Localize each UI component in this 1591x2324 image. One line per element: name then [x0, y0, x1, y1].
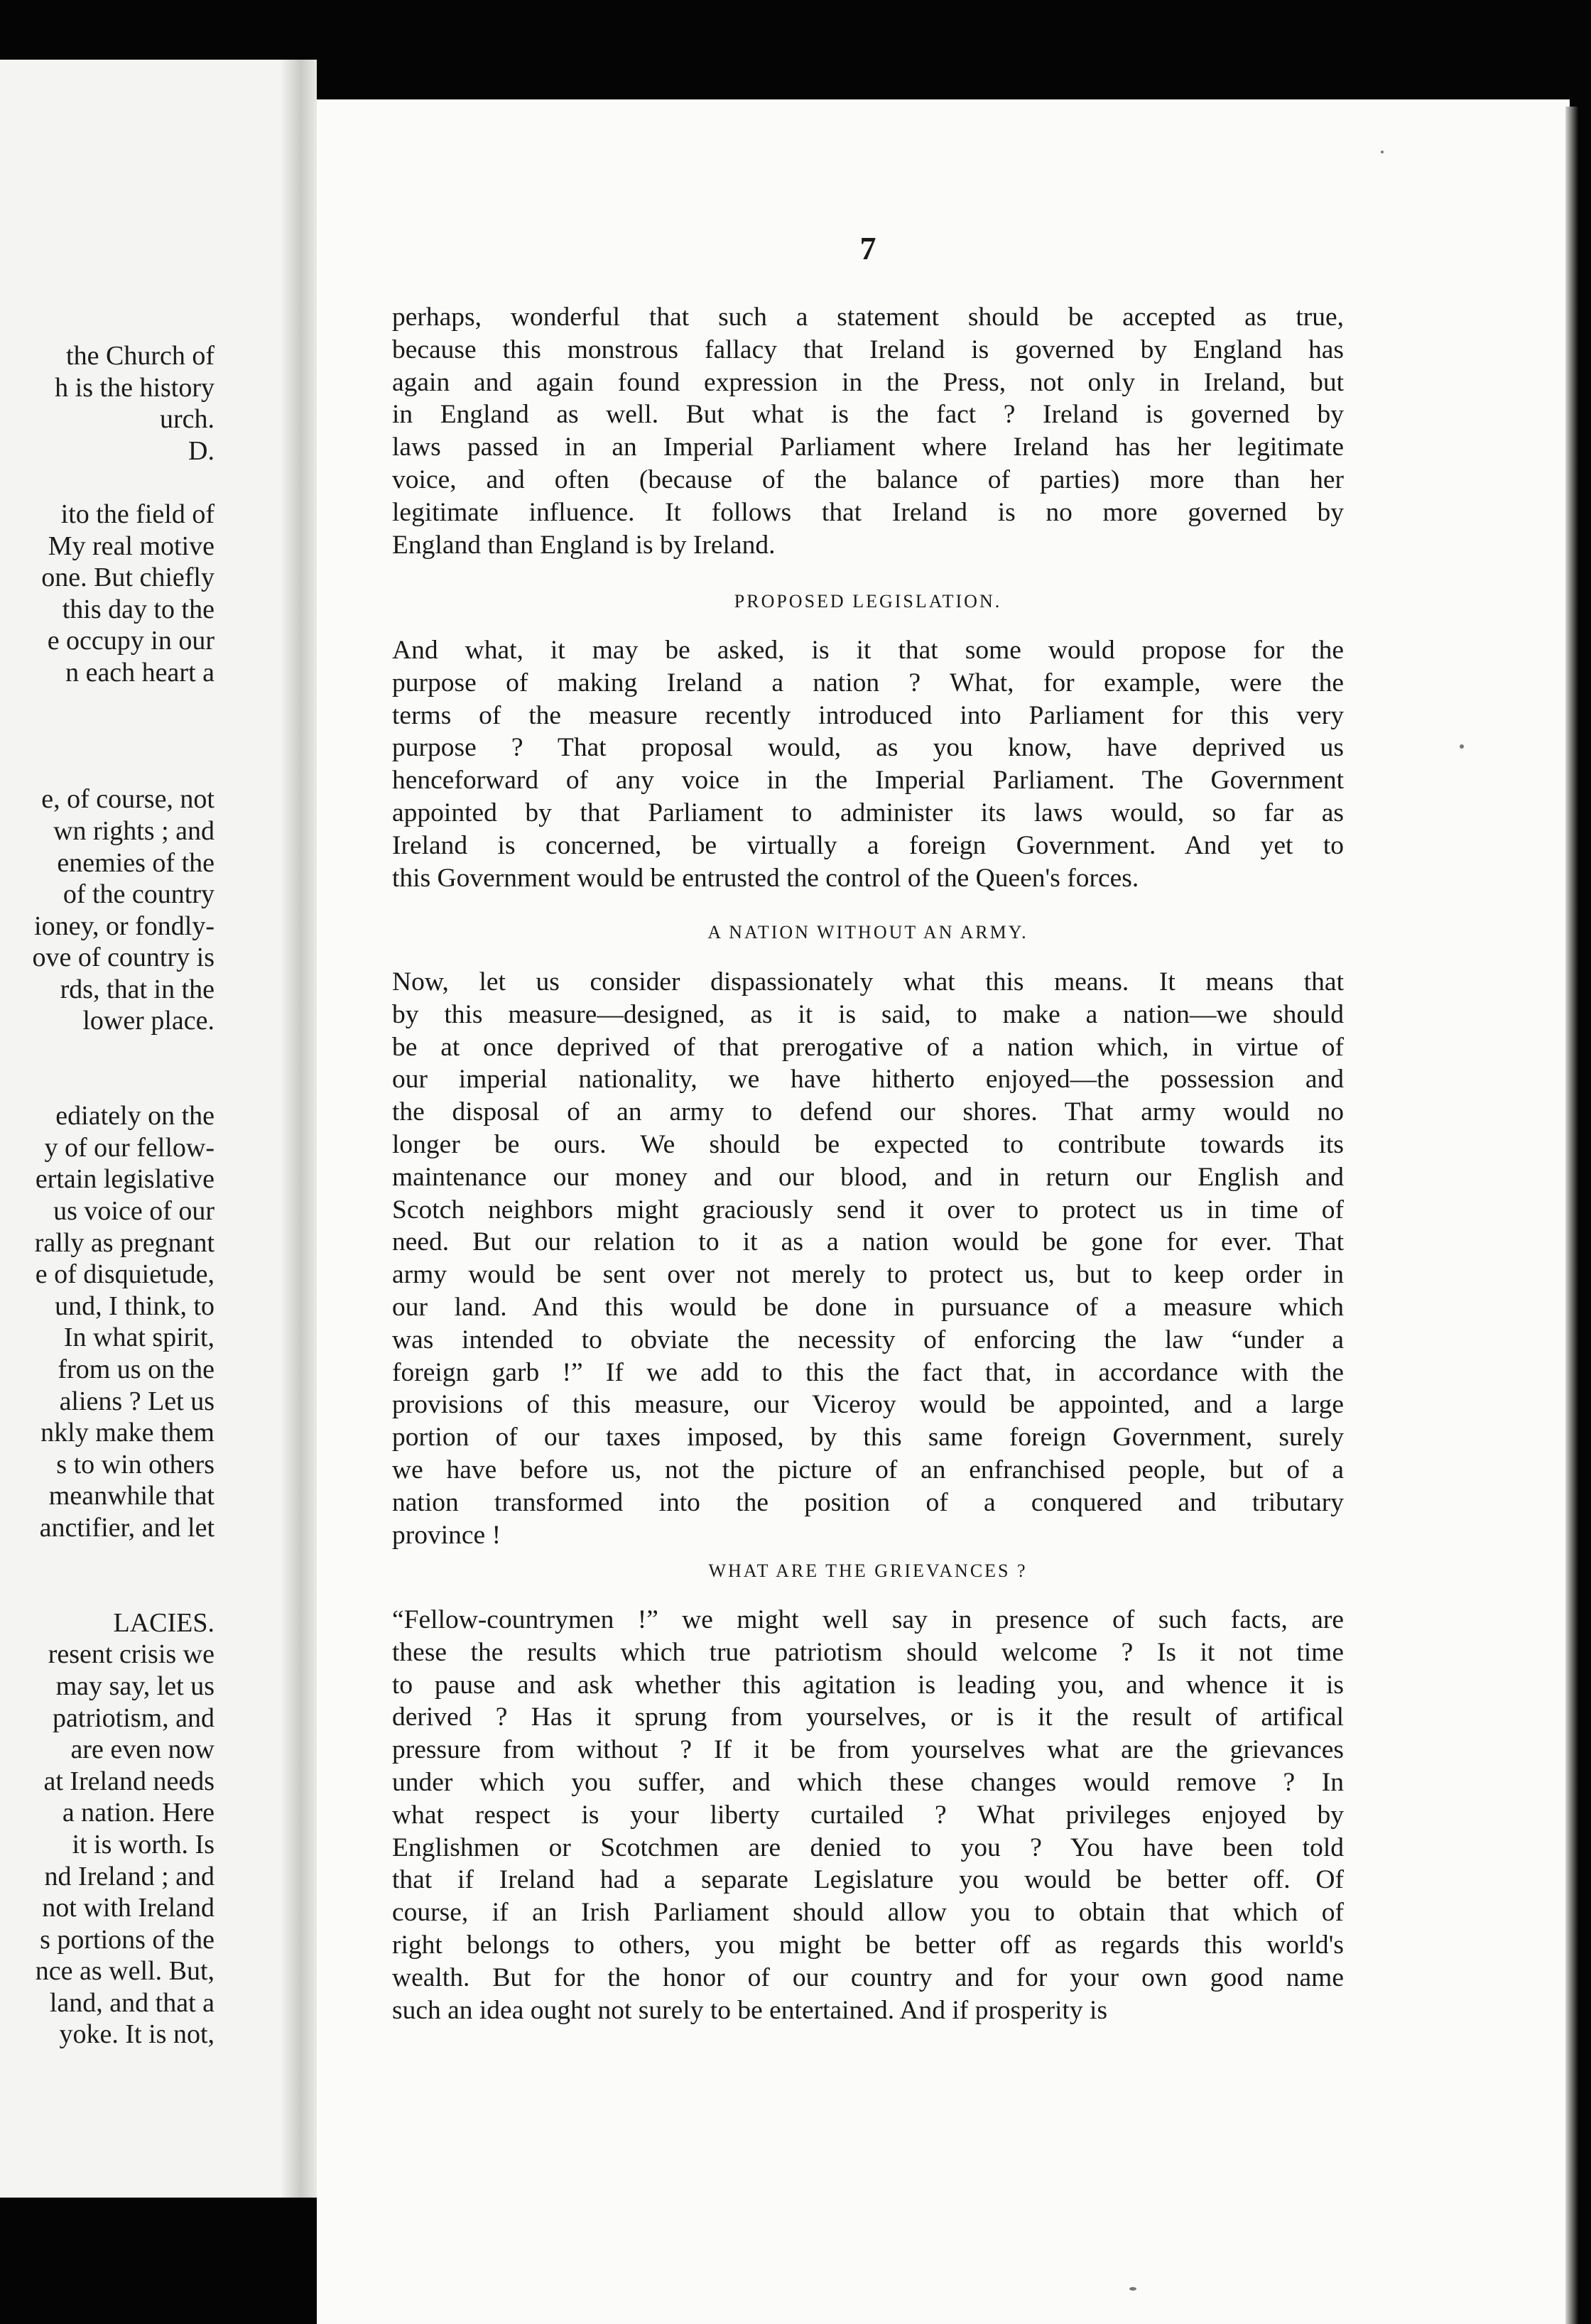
left-page-line: ertain legislative: [35, 1164, 215, 1195]
text-line: province !: [392, 1520, 501, 1550]
left-page-line: anctifier, and let: [39, 1512, 215, 1543]
left-page-line: yoke. It is not,: [59, 2019, 215, 2050]
text-line: pressure from without ? If it be from yourselves what are the grievances: [392, 1735, 1344, 1765]
left-page-line: ioney, or fondly-: [34, 911, 215, 941]
left-page-line: My real motive: [48, 531, 215, 561]
left-page-line: h is the history: [55, 372, 215, 403]
left-page-line: n each heart a: [65, 657, 215, 688]
paper-speck: [1381, 151, 1384, 153]
left-page-line: e, of course, not: [41, 784, 215, 815]
text-line: derived ? Has it sprung from yourselves, or is it the result of artifical: [392, 1703, 1344, 1732]
section-heading-grievances: WHAT ARE THE GRIEVANCES ?: [708, 1560, 1028, 1581]
text-line: provisions of this measure, our Viceroy would be appointed, and a large: [392, 1390, 1344, 1420]
text-line: under which you suffer, and which these changes would remove ? In: [392, 1767, 1344, 1797]
text-line: portion of our taxes imposed, by this same foreign Government, surely: [392, 1423, 1344, 1452]
text-line: again and again found expression in the Press, not only in Ireland, but: [392, 367, 1344, 397]
text-line: the disposal of an army to defend our shores. That army would no: [392, 1097, 1344, 1127]
left-page-line: [0, 689, 215, 721]
left-page-line: s portions of the: [40, 1924, 215, 1955]
text-line: this Government would be entrusted the control of the Queen's forces.: [392, 863, 1139, 893]
section-heading-proposed-legislation: PROPOSED LEGISLATION.: [734, 591, 1002, 612]
left-page-line: enemies of the: [57, 847, 215, 878]
left-page-line: a nation. Here: [62, 1798, 215, 1828]
left-page-line: nd Ireland ; and: [44, 1861, 215, 1891]
text-line: henceforward of any voice in the Imperial Parliament. The Government: [392, 766, 1344, 796]
text-line: what respect is your liberty curtailed ? What privileges enjoyed by: [392, 1800, 1344, 1830]
text-line: purpose of making Ireland a nation ? What, for example, were the: [392, 668, 1344, 697]
left-page-line: this day to the: [62, 594, 215, 624]
text-line: our imperial nationality, we have hitherto enjoyed—the possession and: [392, 1065, 1344, 1095]
left-page-line: e occupy in our: [47, 626, 215, 656]
text-line: Now, let us consider dispassionately what this means. It means that: [392, 967, 1344, 997]
book-gutter: [281, 60, 317, 2198]
paragraph-grievances: [392, 1604, 1344, 2026]
left-page-line: [0, 1037, 215, 1069]
left-page-line: und, I think, to: [55, 1291, 215, 1321]
text-line: legitimate influence. It follows that Ireland is no more governed by: [392, 497, 1344, 527]
left-page-line: urch.: [159, 404, 215, 435]
text-line: purpose ? That proposal would, as you know, have deprived us: [392, 733, 1344, 763]
text-line: our land. And this would be done in pursuance of a measure which: [392, 1292, 1344, 1322]
left-page-line: may say, let us: [55, 1671, 215, 1701]
text-line: terms of the measure recently introduced into Parliament for this very: [392, 700, 1344, 730]
left-page-line: not with Ireland: [42, 1893, 215, 1923]
page-number: 7: [859, 230, 876, 266]
left-page-line: wn rights ; and: [53, 815, 215, 846]
left-page-line: one. But chiefly: [41, 563, 215, 593]
text-line: foreign garb !” If we add to this the fact that, in accordance with the: [392, 1357, 1344, 1387]
left-page-line: aliens ? Let us: [59, 1386, 215, 1416]
text-line: perhaps, wonderful that such a statement should be accepted as true,: [392, 303, 1344, 332]
text-line: laws passed in an Imperial Parliament where Ireland has her legitimate: [392, 433, 1344, 462]
left-page-line: LACIES.: [113, 1607, 215, 1638]
text-line: we have before us, not the picture of an enfranchised people, but of a: [392, 1455, 1344, 1484]
left-page-line: patriotism, and: [53, 1703, 215, 1733]
left-page-line: rds, that in the: [60, 974, 215, 1004]
text-line: voice, and often (because of the balance of parties) more than her: [392, 465, 1344, 494]
left-page-line: s to win others: [56, 1449, 215, 1479]
text-line: maintenance our money and our blood, and in return our English and: [392, 1162, 1344, 1192]
text-line: need. But our relation to it as a nation would be gone for ever. That: [392, 1227, 1344, 1257]
text-line: to pause and ask whether this agitation is leading you, and whence it is: [392, 1670, 1344, 1700]
text-line: course, if an Irish Parliament should allow you to obtain that which of: [392, 1898, 1344, 1928]
left-page-line: [0, 1069, 215, 1101]
text-line: in England as well. But what is the fact ? Ireland is governed by: [392, 400, 1344, 430]
left-page-line: meanwhile that: [48, 1481, 215, 1511]
text-line: Scotch neighbors might graciously send it over to protect us in time of: [392, 1195, 1344, 1225]
paragraph-nation-without-army: [392, 966, 1344, 1551]
text-line: that if Ireland had a separate Legislature you would be better off. Of: [392, 1865, 1344, 1895]
text-line: by this measure—designed, as it is said, to make a nation—we should: [392, 999, 1344, 1029]
left-page-line: [0, 1544, 215, 1576]
left-page-line: D.: [188, 435, 215, 466]
left-page-text: [0, 340, 215, 2051]
left-page-line: ove of country is: [32, 943, 215, 973]
left-page-line: us voice of our: [53, 1196, 215, 1227]
text-line: And what, it may be asked, is it that some would propose for the: [392, 636, 1344, 665]
paper-speck: [1129, 2287, 1136, 2291]
left-page-line: [0, 1575, 215, 1607]
left-page-line: from us on the: [58, 1354, 215, 1384]
left-page-line: the Church of: [66, 341, 215, 371]
left-page-line: y of our fellow-: [44, 1132, 215, 1163]
page-edge-shadow: [1565, 107, 1578, 2324]
text-line: nation transformed into the position of a conquered and tributary: [392, 1487, 1344, 1517]
text-line: Ireland is concerned, be virtually a foreign Government. And yet to: [392, 830, 1344, 860]
text-line: such an idea ought not surely to be entertained. And if prosperity is: [392, 1995, 1108, 2025]
text-line: Englishmen or Scotchmen are denied to you ? You have been told: [392, 1832, 1344, 1862]
left-page-line: [0, 467, 215, 499]
text-line: was intended to obviate the necessity of enforcing the law “under a: [392, 1325, 1344, 1354]
left-page-line: [0, 720, 215, 752]
left-page-line: are even now: [70, 1734, 215, 1765]
paragraph-proposed-legislation: [392, 634, 1344, 894]
left-page-line: of the country: [63, 879, 215, 910]
left-page-line: it is worth. Is: [72, 1829, 215, 1859]
left-page-line: e of disquietude,: [35, 1259, 215, 1290]
left-page-line: In what spirit,: [63, 1323, 215, 1353]
left-page: [0, 60, 298, 2198]
left-page-line: ito the field of: [60, 499, 215, 529]
left-page-line: at Ireland needs: [43, 1766, 215, 1796]
left-page-line: resent crisis we: [48, 1639, 215, 1670]
text-line: appointed by that Parliament to administer its laws would, so far as: [392, 798, 1344, 827]
text-line: “Fellow-countrymen !” we might well say in presence of such facts, are: [392, 1605, 1344, 1634]
left-page-line: nkly make them: [40, 1418, 215, 1448]
paragraph-intro: [392, 301, 1344, 561]
paper-speck: [1460, 744, 1464, 749]
text-line: army would be sent over not merely to protect us, but to keep order in: [392, 1260, 1344, 1290]
left-page-line: rally as pregnant: [34, 1227, 215, 1258]
text-line: longer be ours. We should be expected to contribute towards its: [392, 1129, 1344, 1159]
text-line: be at once deprived of that prerogative of a nation which, in virtue of: [392, 1032, 1344, 1062]
left-page-line: nce as well. But,: [35, 1956, 215, 1987]
text-line: England than England is by Ireland.: [392, 530, 776, 560]
left-page-line: lower place.: [82, 1006, 215, 1036]
section-heading-nation-without-army: A NATION WITHOUT AN ARMY.: [707, 922, 1028, 943]
text-line: wealth. But for the honor of our country and for your own good name: [392, 1962, 1344, 1992]
left-page-line: [0, 752, 215, 784]
left-page-line: ediately on the: [55, 1101, 215, 1131]
text-line: these the results which true patriotism should welcome ? Is it not time: [392, 1637, 1344, 1667]
text-line: because this monstrous fallacy that Ireland is governed by England has: [392, 335, 1344, 364]
left-page-line: land, and that a: [49, 1987, 215, 2018]
text-line: right belongs to others, you might be better off as regards this world's: [392, 1930, 1344, 1960]
